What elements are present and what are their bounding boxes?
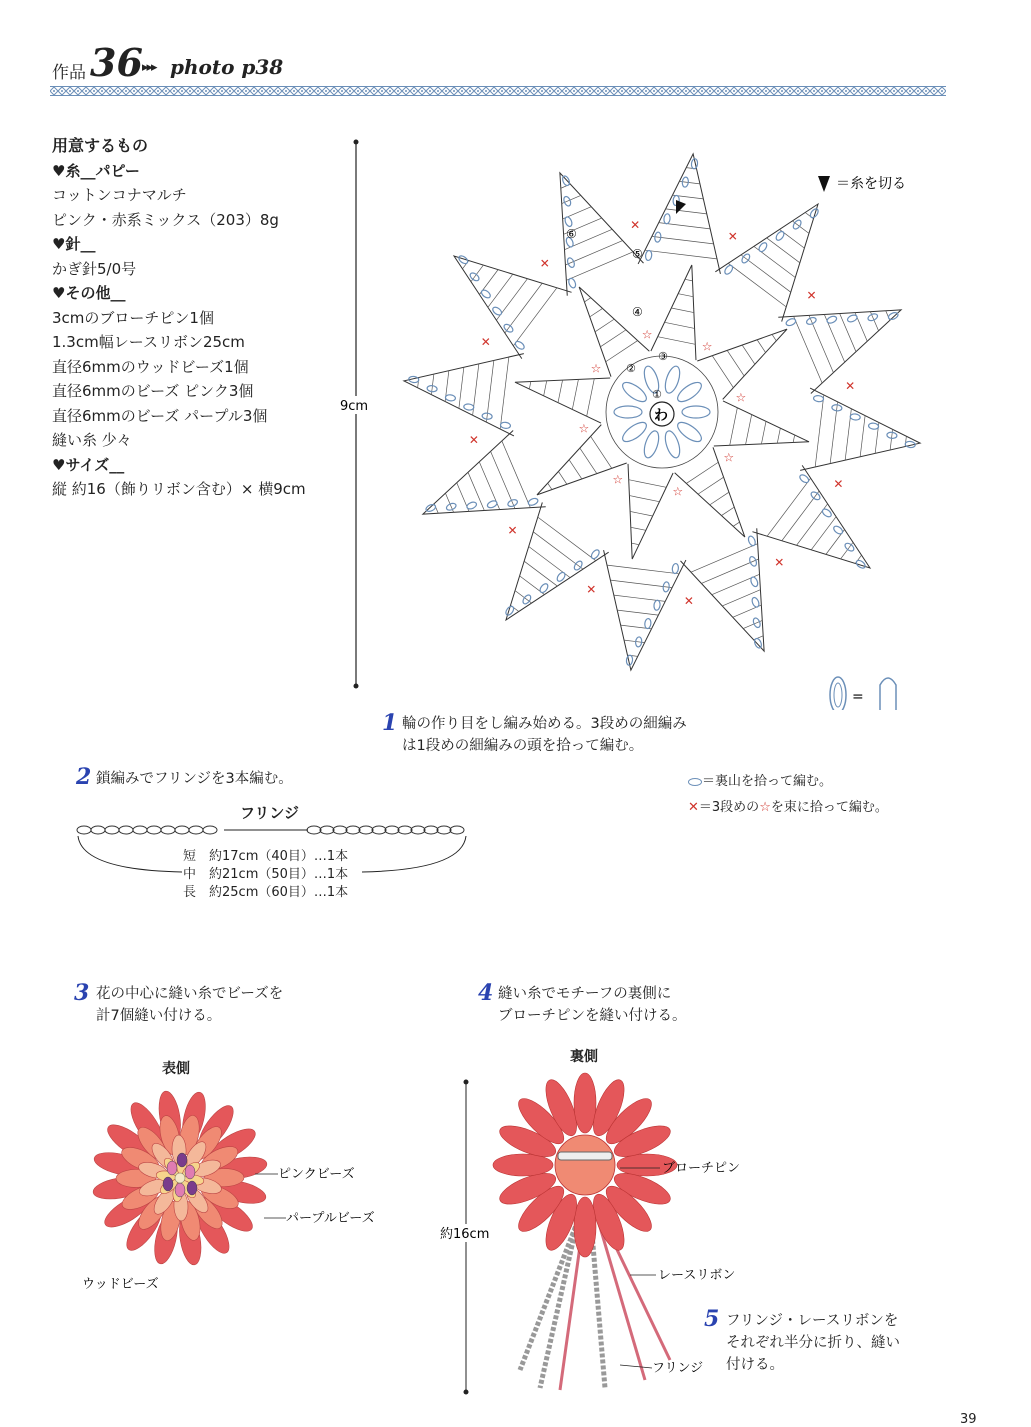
outer-spike [604, 550, 686, 670]
other-item: 直径6mmのビーズ パープル3個 [52, 406, 268, 425]
back-title: 裏側 [570, 1049, 598, 1065]
center-petal [620, 419, 650, 445]
chain-stitch [645, 250, 652, 261]
chain-stitch [466, 501, 478, 510]
fringe-size-short: 短 約17cm（40目）…1本 [183, 849, 349, 864]
outer-spike [404, 354, 524, 436]
materials-list [52, 134, 306, 502]
center-petal [675, 419, 705, 445]
inner-spike [714, 401, 809, 446]
step-2-number: 2 [76, 764, 92, 790]
stitch-line [698, 477, 724, 494]
materials-title: 用意するもの [52, 136, 149, 155]
stitch-line [629, 496, 659, 502]
chain-stitch [445, 394, 456, 401]
cut-mark-icon [818, 176, 830, 192]
center-petal [662, 429, 682, 459]
cut-legend: ＝糸を切る [836, 176, 906, 192]
chain-stitch [672, 563, 679, 574]
svg-text:=: = [852, 689, 864, 705]
other-item: 直径6mmのビーズ ピンク3個 [52, 382, 254, 400]
stitch-line [617, 610, 658, 615]
outer-spike [454, 256, 572, 359]
chain-link [147, 826, 161, 834]
chain-stitch [785, 317, 797, 326]
stitch-line [733, 522, 739, 526]
inner-spike [515, 378, 610, 423]
work-number: 36 [90, 40, 143, 85]
step-5-line: フリンジ・レースリボンを [726, 1313, 899, 1329]
outer-spike [715, 204, 818, 322]
stitch-line [728, 263, 786, 307]
star-mark-icon: ☆ [759, 800, 771, 815]
stitch-line [572, 379, 578, 409]
stitch-line [686, 462, 718, 483]
purple-beads-label: パープルビーズ [286, 1211, 375, 1226]
photo-reference: photo p38 [170, 55, 284, 79]
stitch-line [566, 252, 633, 280]
chain-stitch [564, 216, 573, 228]
stitch-line [860, 416, 865, 457]
center-petal [682, 406, 710, 418]
step-5-number: 5 [704, 1306, 720, 1332]
center-petal [614, 406, 642, 418]
chain-link [424, 826, 438, 834]
chain-link [437, 826, 451, 834]
star-mark-icon: ☆ [701, 339, 713, 354]
stitch-line [580, 448, 597, 474]
outer-spike [423, 430, 546, 514]
stitch-line [606, 341, 638, 362]
work-label: 作品 [52, 63, 86, 83]
round-label-1: ① [652, 388, 662, 401]
step-5-line: それぞれ半分に折り、縫い [726, 1335, 900, 1351]
stitch-line [600, 330, 626, 347]
chain-stitch [561, 175, 570, 187]
front-flower-illustration [80, 1090, 400, 1290]
outer-spike [778, 310, 901, 394]
chain-stitch [500, 422, 511, 429]
stitch-line [631, 527, 646, 530]
size-label: ♥サイズ__ [52, 455, 125, 474]
chain-stitch [425, 503, 437, 512]
stitch-line [658, 337, 696, 345]
star-mark-icon: ☆ [612, 472, 624, 487]
stitch-line [645, 250, 717, 259]
star-mark-icon: ☆ [578, 421, 590, 436]
chain-stitch [750, 576, 759, 588]
star-mark-icon: ☆ [672, 484, 684, 499]
legend-bundle-text: ＝3段めの [698, 800, 760, 815]
chain-link [91, 826, 105, 834]
needle-value: かぎ針5/0号 [52, 259, 137, 278]
stitch-line [767, 478, 811, 536]
chain-stitch [850, 413, 861, 420]
stitch-line [794, 316, 822, 383]
stitch-line [691, 544, 758, 572]
chain-link [77, 826, 91, 834]
step-2-text: 鎖編みでフリンジを3本編む。 [96, 771, 293, 787]
bead-icon [177, 1153, 187, 1167]
front-title: 表側 [162, 1061, 190, 1077]
stitch-line [529, 382, 531, 390]
chain-stitch [653, 600, 660, 611]
chain-stitch [887, 311, 899, 320]
stitch-line [538, 517, 596, 561]
stitch-equivalence-icon [830, 677, 902, 710]
decorative-border [50, 86, 946, 96]
stitch-line [513, 288, 557, 346]
legend-back-loop-text: ＝裏山を拾って編む。 [702, 774, 833, 789]
center-ring-label: わ [654, 408, 668, 424]
chain-stitch [567, 277, 576, 289]
bead-icon [167, 1161, 177, 1175]
x-mark-icon: ✕ [480, 335, 491, 350]
round-label-5: ⑤ [632, 247, 643, 261]
step-4-line: 縫い糸でモチーフの裏側に [498, 986, 672, 1002]
x-mark-icon: ✕ [539, 256, 550, 271]
step-5-text [726, 1310, 900, 1376]
chain-link [203, 826, 217, 834]
stitch-line [595, 319, 614, 332]
stitch-line [488, 274, 513, 307]
wood-bead-label: ウッドビーズ [82, 1277, 159, 1290]
x-mark-icon: ✕ [683, 594, 694, 609]
step-5-line: 付ける。 [726, 1357, 784, 1373]
star-mark-icon: ☆ [723, 450, 735, 465]
star-mark-icon: ☆ [590, 361, 602, 376]
step-3-line: 花の中心に縫い糸でビーズを [96, 986, 284, 1002]
x-mark-icon: ✕ [468, 432, 479, 447]
stitch-line [710, 492, 729, 505]
other-item: 1.3cm幅レースリボン25cm [52, 333, 245, 351]
other-item: 3cmのブローチピン1個 [52, 308, 214, 327]
length-label: 約16cm [440, 1227, 490, 1242]
step-3-number: 3 [74, 980, 90, 1006]
fringe-title: フリンジ [240, 804, 300, 822]
back-flower-illustration [430, 1070, 1010, 1400]
chain-link [175, 826, 189, 834]
stitch-line [590, 308, 603, 316]
stitch-line [500, 357, 509, 429]
stitch-line [558, 380, 563, 403]
stitch-line [761, 421, 766, 444]
center-petal [641, 429, 661, 459]
step-4-number: 4 [478, 980, 494, 1006]
step-4-line: ブローチピンを縫い付ける。 [498, 1008, 687, 1024]
round-label-6: ⑥ [566, 227, 577, 241]
chain-link [450, 826, 464, 834]
stitch-line [712, 356, 733, 388]
legend-bundle [688, 796, 888, 815]
bead-icon [187, 1181, 197, 1195]
star-mark-icon: ☆ [735, 390, 747, 405]
chain-link [320, 826, 334, 834]
outer-spike [800, 388, 920, 470]
stitch-line [767, 238, 800, 263]
round-label-4: ④ [632, 305, 643, 319]
chart-height-label: 9cm [340, 399, 369, 414]
bead-icon [175, 1183, 185, 1197]
lace-ribbon-label: レースリボン [658, 1268, 736, 1283]
stitch-line [671, 308, 694, 313]
chain-stitch [826, 315, 838, 324]
chain-link [346, 826, 360, 834]
chain-stitch [747, 535, 756, 547]
chain-link [333, 826, 347, 834]
stitch-line [629, 480, 667, 488]
chain-link [189, 826, 203, 834]
legend-back-loop [688, 770, 832, 789]
stitch-line [811, 517, 836, 550]
inner-spike [651, 265, 696, 360]
chain-link [307, 826, 321, 834]
step-4-text [498, 983, 687, 1027]
chain-stitch [463, 403, 474, 410]
fringe-sizes [183, 848, 348, 902]
chain-link [372, 826, 386, 834]
chain-link [398, 826, 412, 834]
crochet-chart [340, 130, 960, 710]
outer-spike [680, 528, 764, 651]
wood-bead-icon [175, 1173, 185, 1183]
chain-stitch [868, 423, 879, 430]
center-petal [620, 379, 650, 405]
chain-stitch [486, 500, 498, 509]
yarn-label: ♥糸__パピー [52, 161, 140, 180]
stitch-line [666, 209, 707, 214]
round-label-3: ③ [658, 350, 668, 363]
other-label: ♥その他__ [52, 284, 126, 302]
stitch-line [591, 436, 612, 468]
stitch-line [727, 350, 744, 376]
outer-spike [638, 154, 720, 274]
cut-mark-icon [676, 200, 686, 214]
x-mark-icon: ✕ [727, 229, 738, 244]
fringe-size-medium: 中 約21cm（50目）…1本 [183, 867, 349, 882]
step-3-text [96, 983, 283, 1027]
chain-link [411, 826, 425, 834]
stitch-line [721, 507, 734, 515]
needle-label: ♥針__ [52, 235, 96, 253]
chain-stitch [751, 597, 760, 609]
step-3-line: 計7個縫い付ける。 [96, 1008, 222, 1024]
legend-bundle-tail: を束に拾って編む。 [770, 800, 888, 815]
stitch-line [757, 340, 765, 353]
chain-link [133, 826, 147, 834]
star-mark-icon: ☆ [641, 327, 653, 342]
stitch-line [630, 511, 653, 516]
stitch-line [730, 408, 738, 446]
stitch-line [815, 395, 824, 467]
x-mark-icon: ✕ [845, 379, 856, 394]
stitch-line [665, 322, 695, 328]
chain-link [359, 826, 373, 834]
step-1-text [402, 713, 687, 757]
other-item: 縫い糸 少々 [52, 431, 132, 449]
outer-spike [506, 502, 609, 620]
chain-link [161, 826, 175, 834]
oval-stitch-icon [688, 778, 702, 786]
bead-icon [163, 1177, 173, 1191]
inner-spike [579, 287, 649, 377]
chain-link [119, 826, 133, 834]
fringe-label: フリンジ [652, 1361, 704, 1376]
x-mark-icon: ✕ [630, 217, 641, 232]
inner-spike [675, 447, 745, 537]
outer-spike [752, 465, 870, 568]
chain-stitch [847, 314, 859, 323]
stitch-line [569, 460, 582, 479]
stitch-line [558, 471, 566, 484]
stitch-line [772, 334, 776, 340]
center-petal [675, 379, 705, 405]
step-1-line: 輪の作り目をし編み始める。3段めの細編み [402, 716, 687, 732]
chain-stitch [663, 213, 670, 224]
bead-icon [185, 1165, 195, 1179]
petal [493, 1154, 553, 1176]
chain-link [385, 826, 399, 834]
yarn-name: コットンコナマルチ [52, 186, 187, 204]
stitch-line [685, 279, 693, 281]
x-mark-icon: ✕ [774, 555, 785, 570]
stitch-line [584, 298, 590, 302]
stitch-line [632, 543, 640, 545]
x-mark-icon: ✕ [806, 288, 817, 303]
stitch-line [544, 381, 547, 396]
petal [574, 1197, 596, 1257]
stitch-line [548, 483, 552, 489]
x-mark-icon: ✕ [833, 476, 844, 491]
x-mark-icon: ✕ [586, 582, 597, 597]
page-number: 39 [960, 1412, 977, 1427]
fringe-size-long: 長 約25cm（60目）…1本 [183, 885, 349, 900]
stitch-line [777, 428, 780, 443]
chain-stitch [644, 618, 651, 629]
brooch-pin-label: ブローチピン [662, 1161, 741, 1176]
stitch-line [459, 367, 464, 408]
yarn-color: ピンク・赤系ミックス（203）8g [52, 210, 279, 229]
round-label-2: ② [626, 362, 636, 375]
x-mark-icon: ✕ [688, 800, 699, 815]
stitch-line [742, 345, 755, 364]
step-1-number: 1 [382, 710, 398, 736]
inner-spike [628, 464, 673, 559]
chain-stitch [813, 395, 824, 402]
chain-stitch [753, 637, 762, 649]
other-item: 直径6mmのウッドビーズ1個 [52, 357, 249, 376]
stitch-line [607, 565, 679, 574]
petal [574, 1073, 596, 1133]
chain-link [105, 826, 119, 834]
flower-center [555, 1135, 615, 1195]
brooch-pin-icon [558, 1152, 612, 1160]
stitch-line [793, 435, 795, 443]
stitch-line [746, 415, 752, 445]
step-1-line: は1段めの細編みの頭を拾って編む。 [402, 738, 644, 754]
chain-stitch [527, 497, 539, 506]
stitch-line [502, 441, 530, 508]
arrows-icon: ▸▸▸ [142, 60, 156, 75]
center-petal [662, 364, 682, 394]
pink-beads-label: ピンクビーズ [278, 1167, 355, 1182]
stitch-line [678, 294, 693, 297]
stitch-line [587, 379, 595, 417]
x-mark-icon: ✕ [507, 523, 518, 538]
stitch-line [524, 561, 557, 586]
size-value: 縦 約16（飾りリボン含む）× 横9cm [52, 480, 306, 498]
